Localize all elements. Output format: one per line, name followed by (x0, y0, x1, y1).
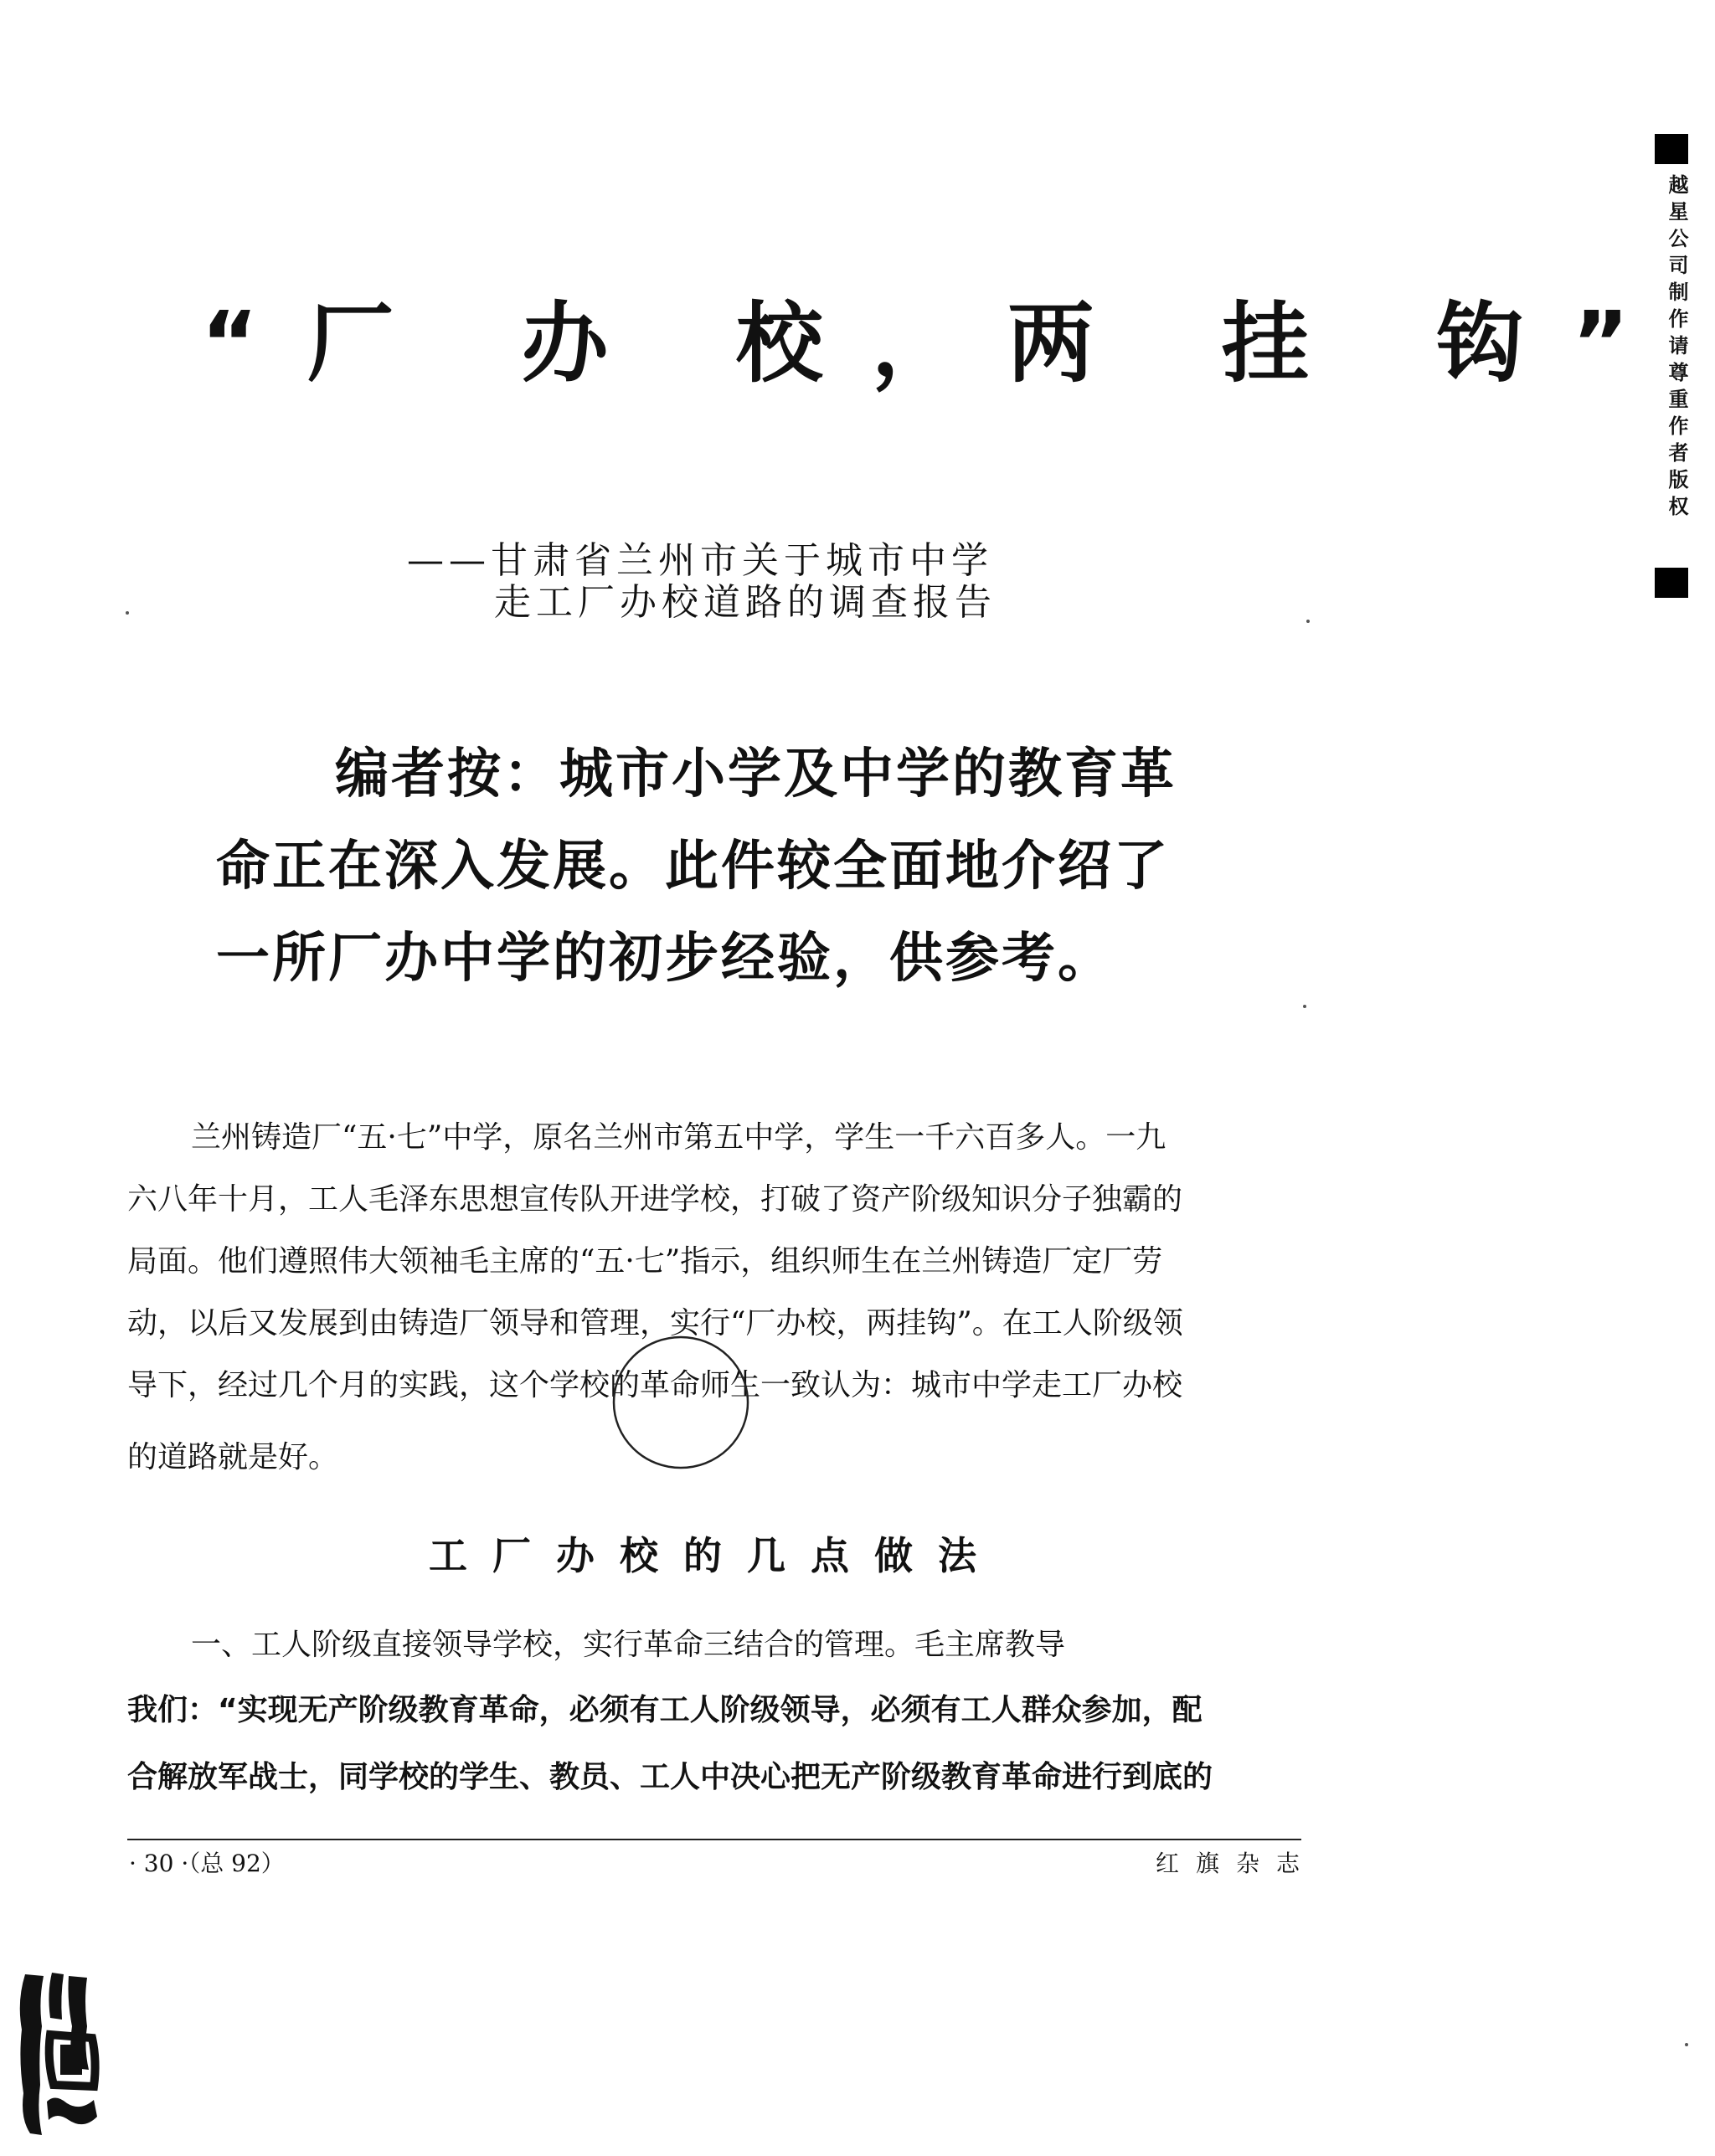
scan-speck (1306, 620, 1310, 623)
watermark-bar-bottom (1655, 568, 1688, 598)
page-number: · 30 ·（总 92） (129, 1850, 285, 1877)
editor-note-line-1: 编者按：城市小学及中学的教育革 (335, 744, 1177, 805)
side-watermark-text: 越星公司制作请尊重作者版权 (1665, 174, 1688, 522)
intro-paragraph-line-2: 六八年十月，工人毛泽东思想宣传队开进学校，打破了资产阶级知识分子独霸的 (127, 1182, 1183, 1217)
scan-speck (126, 611, 129, 615)
subtitle-line-2: 走工厂办校道路的调查报告 (494, 581, 997, 624)
section-paragraph-line-1: 一、工人阶级直接领导学校，实行革命三结合的管理。毛主席教导 (191, 1628, 1066, 1662)
scan-speck (1303, 1005, 1306, 1008)
journal-name: 红旗杂志 (1156, 1850, 1317, 1877)
intro-paragraph-line-5: 导下，经过几个月的实践，这个学校的革命师生一致认为：城市中学走工厂办校 (127, 1368, 1183, 1402)
section-paragraph-line-3: 合解放军战士，同学校的学生、教员、工人中决心把无产阶级教育革命进行到底的 (127, 1760, 1213, 1794)
hand-drawn-circle-mark (611, 1333, 750, 1472)
intro-paragraph-line-1: 兰州铸造厂“五·七”中学，原名兰州市第五中学，学生一千六百多人。一九 (191, 1120, 1167, 1155)
subtitle-line-1: ——甘肃省兰州市关于城市中学 (407, 539, 993, 582)
seal-stamp (13, 1968, 106, 2139)
editor-note-line-2: 命正在深入发展。此件较全面地介绍了 (216, 836, 1170, 898)
scan-speck (1685, 2043, 1688, 2046)
intro-paragraph-line-4: 动，以后又发展到由铸造厂领导和管理，实行“厂办校，两挂钩”。在工人阶级领 (127, 1306, 1183, 1340)
article-title: “厂 办 校，两 挂 钩” (201, 292, 1678, 394)
watermark-bar-top (1655, 134, 1688, 164)
editor-note-line-3: 一所厂办中学的初步经验，供参考。 (216, 928, 1114, 990)
intro-paragraph-line-6: 的道路就是好。 (127, 1440, 339, 1474)
section-paragraph-line-2: 我们：“实现无产阶级教育革命，必须有工人阶级领导，必须有工人群众参加，配 (127, 1693, 1203, 1727)
intro-paragraph-line-3: 局面。他们遵照伟大领袖毛主席的“五·七”指示，组织师生在兰州铸造厂定厂劳 (127, 1244, 1163, 1279)
footer-rule (127, 1839, 1301, 1840)
section-heading: 工厂办校的几点做法 (429, 1533, 1002, 1578)
